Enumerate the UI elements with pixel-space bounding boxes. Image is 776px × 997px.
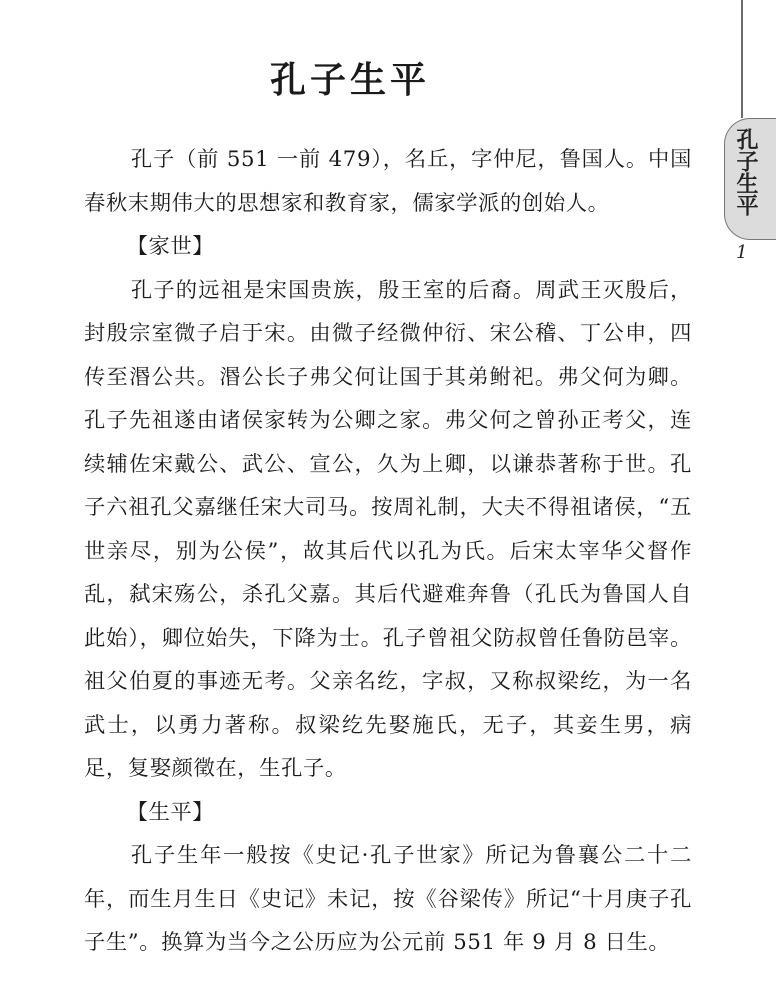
side-tab-line	[741, 0, 743, 118]
paragraph-intro: 孔子（前 551 一前 479），名丘，字仲尼，鲁国人。中国春秋末期伟大的思想家和教育家，儒家学派的创始人。	[84, 147, 692, 216]
paragraph-life: 孔子生年一般按《史记·孔子世家》所记为鲁襄公二十二年，而生月生日《史记》未记，按《谷梁传》所记“十月庚子孔子生”。换算为当今之公历应为公元前 551 年 9 月 8 日生。	[84, 843, 692, 955]
section-heading-family: 【家世】	[126, 234, 215, 259]
paragraph-family: 孔子的远祖是宋国贵族，殷王室的后裔。周武王灭殷后，封殷宗室微子启于宋。由微子经微仲衍、宋公稽、丁公申，四传至湣公共。湣公长子弗父何让国于其弟鲋祀。弗父何为卿。孔子先祖遂由诸侯家转为公卿之家。弗父何之曾孙正考父，连续辅佐宋戴公、武公、宣公，久为上卿，以谦恭著称于世。孔子六祖孔父嘉继任宋大司马。按周礼制，大夫不得祖诸侯，“五世亲尽，别为公侯”，故其后代以孔为氏。后宋太宰华父督作乱，弑宋殇公，杀孔父嘉。其后代避难奔鲁（孔氏为鲁国人自此始），卿位始失，下降为士。孔子曾祖父防叔曾任鲁防邑宰。祖父伯夏的事迹无考。父亲名纥，字叔，又称叔梁纥，为一名武士，以勇力著称。叔梁纥先娶施氏，无子，其妾生男，病足，复娶颜徵在，生孔子。	[84, 277, 692, 781]
body-text	[84, 138, 692, 965]
page-title: 孔子生平	[269, 60, 430, 101]
section-heading-life: 【生平】	[126, 799, 215, 825]
page-number: 1	[736, 242, 748, 263]
side-tab-label: 孔子生平	[733, 128, 758, 216]
